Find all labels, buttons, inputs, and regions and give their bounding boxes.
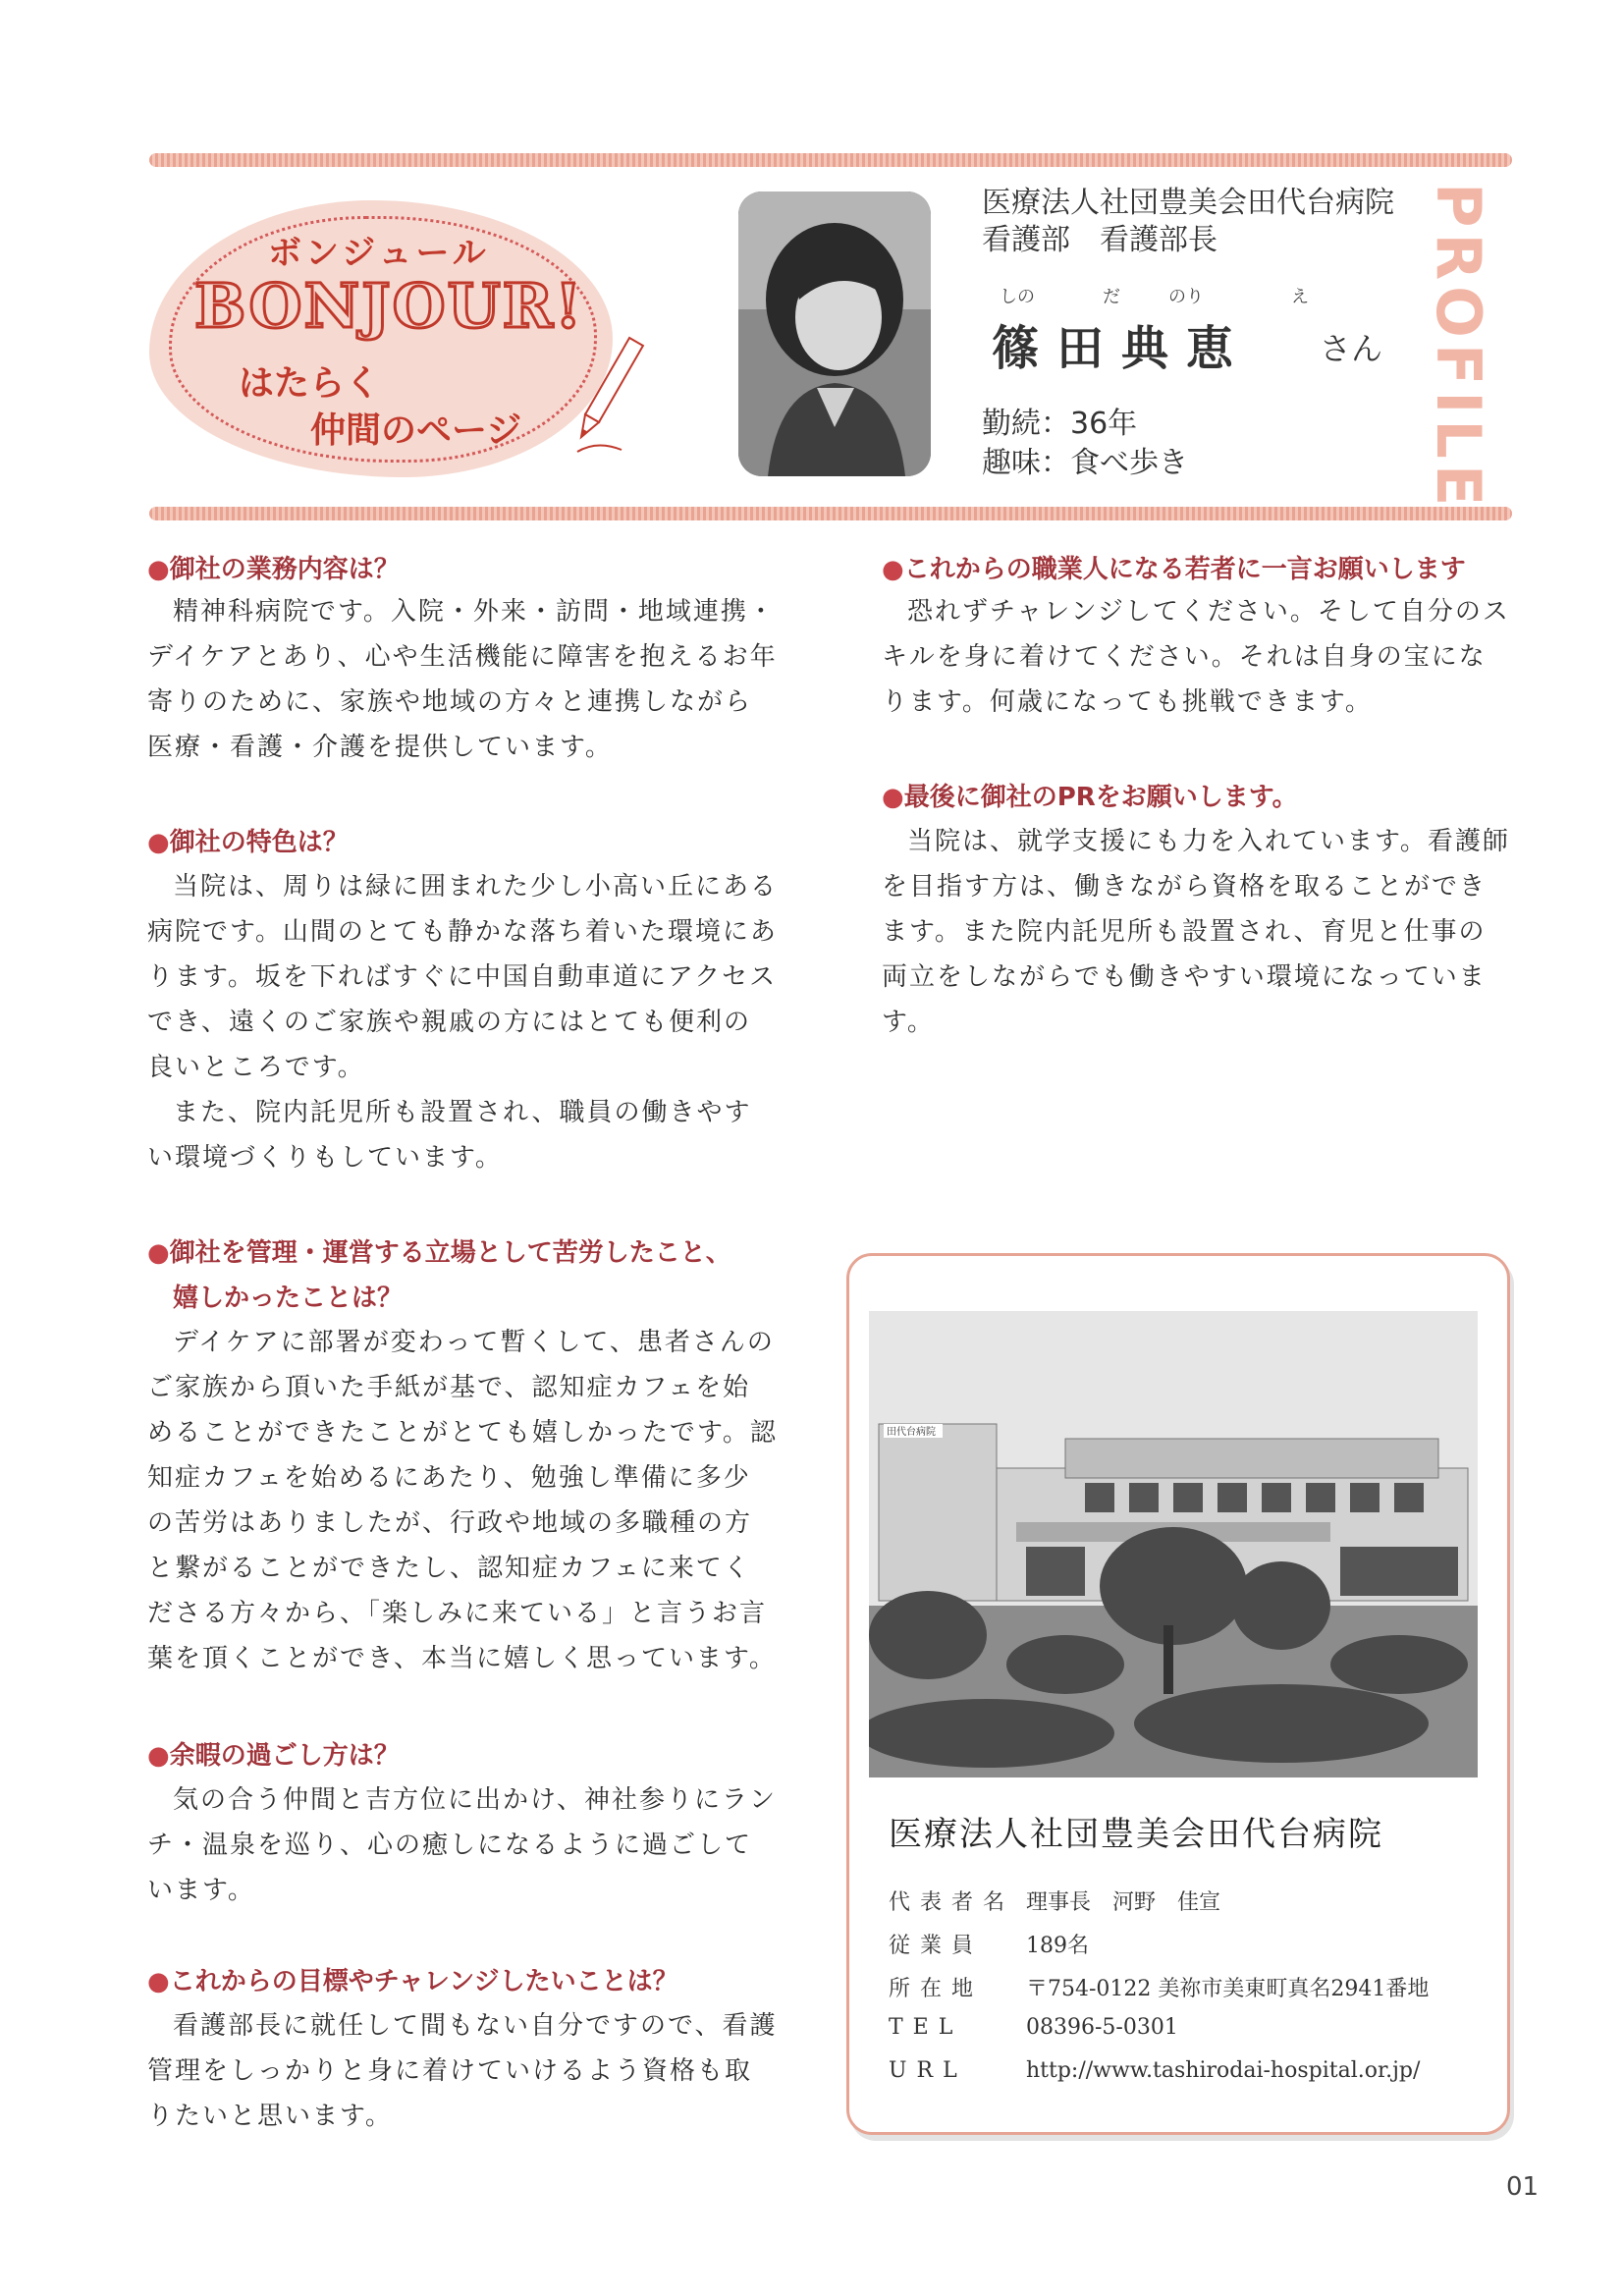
answer-features-2: また、院内託児所も設置され、職員の働きやすい環境づくりもしています。 — [147, 1098, 752, 1173]
answer-young-people: 恐れずチャレンジしてください。そして自分のスキルを身に着けてください。それは自身の宝になります。何歳になっても挑戦できます。 — [882, 597, 1510, 717]
profile-organization — [982, 185, 1394, 259]
honorific: さん — [1320, 330, 1383, 367]
info-value: 理事長 河野 佳宣 — [1026, 1890, 1221, 1915]
ruby-4: え — [1291, 287, 1309, 307]
question-business: ●御社の業務内容は？ — [147, 555, 400, 584]
bullet-icon: ● — [882, 555, 904, 584]
badge-title: BONJOUR! — [194, 270, 584, 342]
page-number: 01 — [1506, 2172, 1540, 2202]
hospital-name: 医療法人社団豊美会田代台病院 — [889, 1815, 1383, 1854]
answer-leisure: 気の合う仲間と吉方位に出かけ、神社参りにランチ・温泉を巡り、心の癒しになるように過ごしています。 — [147, 1785, 777, 1905]
answer-pr: 当院は、就学支援にも力を入れています。看護師を目指す方は、働きながら資格を取ることができます。また院内託児所も設置され、育児と仕事の両立をしながらでも働きやすい環境になっています。 — [882, 827, 1510, 1037]
info-row-address — [889, 1972, 1429, 2002]
hobby: 趣味：食べ歩き — [982, 446, 1188, 480]
question-goals: ●これからの目標やチャレンジしたいことは？ — [147, 1967, 678, 1996]
tenure: 勤続：36年 — [982, 407, 1138, 441]
bullet-icon: ● — [147, 1967, 170, 1996]
info-label: URL — [889, 2058, 967, 2083]
profile-label: PROFILE — [1423, 183, 1494, 513]
question-young-people: ●これからの職業人になる若者に一言お願いします — [882, 555, 1466, 584]
ruby-2: だ — [1103, 287, 1120, 307]
question-features: ●御社の特色は？ — [147, 828, 349, 857]
hospital-sign: 田代台病院 — [887, 1427, 936, 1438]
info-label: 代表者名 — [889, 1890, 1015, 1915]
bullet-icon: ● — [147, 555, 170, 584]
badge-kana: ボンジュール — [268, 234, 490, 273]
info-url[interactable]: http://www.tashirodai-hospital.or.jp/ — [1026, 2058, 1421, 2083]
info-row-representative — [889, 1886, 1220, 1916]
answer-features: 当院は、周りは緑に囲まれた少し小高い丘にある病院です。山間のとても静かな落ち着いた環境にあります。坂を下ればすぐに中国自動車道にアクセスでき、遠くのご家族や親戚の方にはとても便利の良いところです。 — [147, 872, 779, 1082]
pencil-icon — [568, 324, 646, 462]
question-pr: ●最後に御社のPRをお願いします。 — [882, 783, 1298, 812]
person-name: 篠田典恵 — [992, 321, 1252, 376]
bullet-icon: ● — [882, 783, 904, 812]
ruby-3: のり — [1168, 287, 1204, 307]
bullet-icon: ● — [147, 828, 170, 857]
badge-subtitle-line2: 仲間のページ — [310, 410, 522, 451]
bonjour-badge — [155, 196, 636, 481]
header-bottom-band — [149, 507, 1512, 520]
info-value: 08396-5-0301 — [1026, 2015, 1178, 2040]
header-top-band — [149, 153, 1512, 167]
info-value: 〒754-0122 美祢市美東町真名2941番地 — [1026, 1977, 1430, 2001]
question-leisure: ●余暇の過ごし方は？ — [147, 1741, 400, 1771]
profile-department: 看護部 看護部長 — [982, 223, 1217, 257]
info-value: 189名 — [1026, 1934, 1089, 1958]
answer-business: 精神科病院です。入院・外来・訪問・地域連携・デイケアとあり、心や生活機能に障害を抱えるお年寄りのために、家族や地域の方々と連携しながら医療・看護・介護を提供しています。 — [147, 597, 778, 762]
info-row-tel — [889, 2015, 1178, 2040]
info-row-employees — [889, 1929, 1089, 1959]
info-label: 所在地 — [889, 1977, 984, 2001]
badge-subtitle-line1: はたらく — [239, 363, 381, 404]
bullet-icon: ● — [147, 1238, 170, 1268]
profile-facts — [982, 405, 1188, 483]
bullet-icon: ● — [147, 1741, 170, 1771]
hospital-photo — [869, 1311, 1478, 1777]
portrait-photo — [738, 191, 931, 476]
ruby-1: しの — [1000, 287, 1035, 307]
question-management: ●御社を管理・運営する立場として苦労したこと、 — [147, 1238, 731, 1268]
answer-management: デイケアに部署が変わって暫くして、患者さんのご家族から頂いた手紙が基で、認知症カフェを始めることができたことがとても嬉しかったです。認知症カフェを始めるにあたり、勉強し準備に多少の苦労はありましたが、行政や地域の多職種の方と繋がることができたし、認知症カフェに来てくださる方々から、「楽しみに来ている」と言うお言葉を頂くことができ、本当に嬉しく思っています。 — [147, 1328, 778, 1673]
profile-org-name: 医療法人社団豊美会田代台病院 — [982, 186, 1394, 220]
question-management-2: 嬉しかったことは？ — [173, 1284, 404, 1313]
info-label: TEL — [889, 2015, 963, 2040]
info-label: 従業員 — [889, 1934, 984, 1958]
info-row-url — [889, 2058, 1420, 2083]
answer-goals: 看護部長に就任して間もない自分ですので、看護管理をしっかりと身に着けていけるよう資格も取りたいと思います。 — [147, 2011, 778, 2131]
